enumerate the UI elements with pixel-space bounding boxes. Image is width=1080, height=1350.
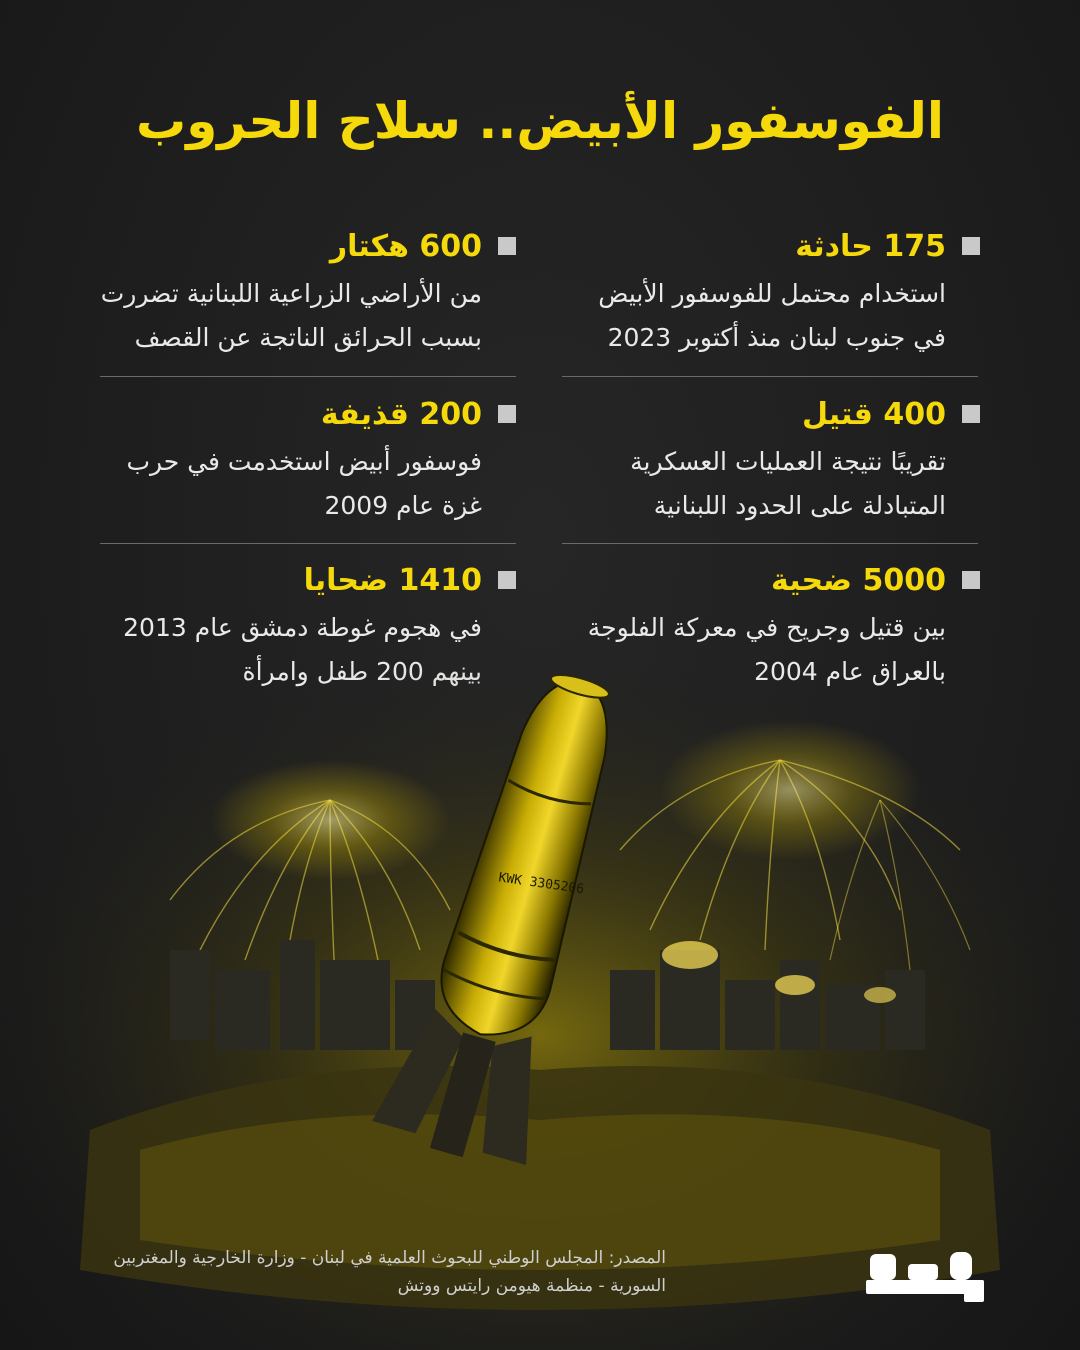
square-bullet-icon — [962, 237, 980, 255]
burst-glow — [210, 760, 450, 880]
source-line: المصدر: المجلس الوطني للبحوث العلمية في لبنان - وزارة الخارجية والمغتربين — [113, 1248, 666, 1268]
sifr-logo — [866, 1246, 984, 1302]
source-credit — [96, 1244, 666, 1300]
stat-title: 200 قذيفة — [320, 396, 482, 432]
stat-description — [96, 272, 516, 360]
stat-incidents — [560, 226, 980, 360]
source-line: السورية - منظمة هيومن رايتس ووتش — [397, 1276, 666, 1296]
stat-desc-line: في هجوم غوطة دمشق عام 2013 — [123, 613, 482, 642]
square-bullet-icon — [498, 405, 516, 423]
square-bullet-icon — [962, 405, 980, 423]
stat-title: 5000 ضحية — [771, 562, 946, 598]
stat-killed — [560, 394, 980, 528]
stat-description — [560, 272, 980, 360]
stat-desc-line: غزة عام 2009 — [324, 491, 482, 520]
divider — [562, 543, 978, 544]
page-title: الفوسفور الأبيض.. سلاح الحروب — [135, 92, 945, 150]
square-bullet-icon — [498, 237, 516, 255]
stat-title: 400 قتيل — [802, 396, 946, 432]
stat-title: 1410 ضحايا — [303, 562, 482, 598]
stat-desc-line: استخدام محتمل للفوسفور الأبيض — [598, 279, 946, 308]
stat-desc-line: فوسفور أبيض استخدمت في حرب — [126, 447, 482, 476]
stat-description — [96, 440, 516, 528]
square-bullet-icon — [498, 571, 516, 589]
stat-title: 175 حادثة — [795, 228, 946, 264]
burst-glow — [660, 720, 920, 860]
stat-title: 600 هكتار — [329, 228, 482, 264]
square-bullet-icon — [962, 571, 980, 589]
divider — [100, 376, 516, 377]
stat-description — [560, 440, 980, 528]
stat-desc-line: في جنوب لبنان منذ أكتوبر 2023 — [607, 323, 946, 352]
shell-marking: KWK 3305206 — [497, 870, 585, 898]
stat-desc-line: من الأراضي الزراعية اللبنانية تضررت — [100, 279, 482, 308]
stat-desc-line: المتبادلة على الحدود اللبنانية — [653, 491, 946, 520]
stat-desc-line: تقريبًا نتيجة العمليات العسكرية — [630, 447, 946, 476]
stat-desc-line: بين قتيل وجريح في معركة الفلوجة — [587, 613, 946, 642]
divider — [100, 543, 516, 544]
divider — [562, 376, 978, 377]
stat-shells — [96, 394, 516, 528]
stat-hectares — [96, 226, 516, 360]
stat-desc-line: بسبب الحرائق الناتجة عن القصف — [134, 323, 482, 352]
